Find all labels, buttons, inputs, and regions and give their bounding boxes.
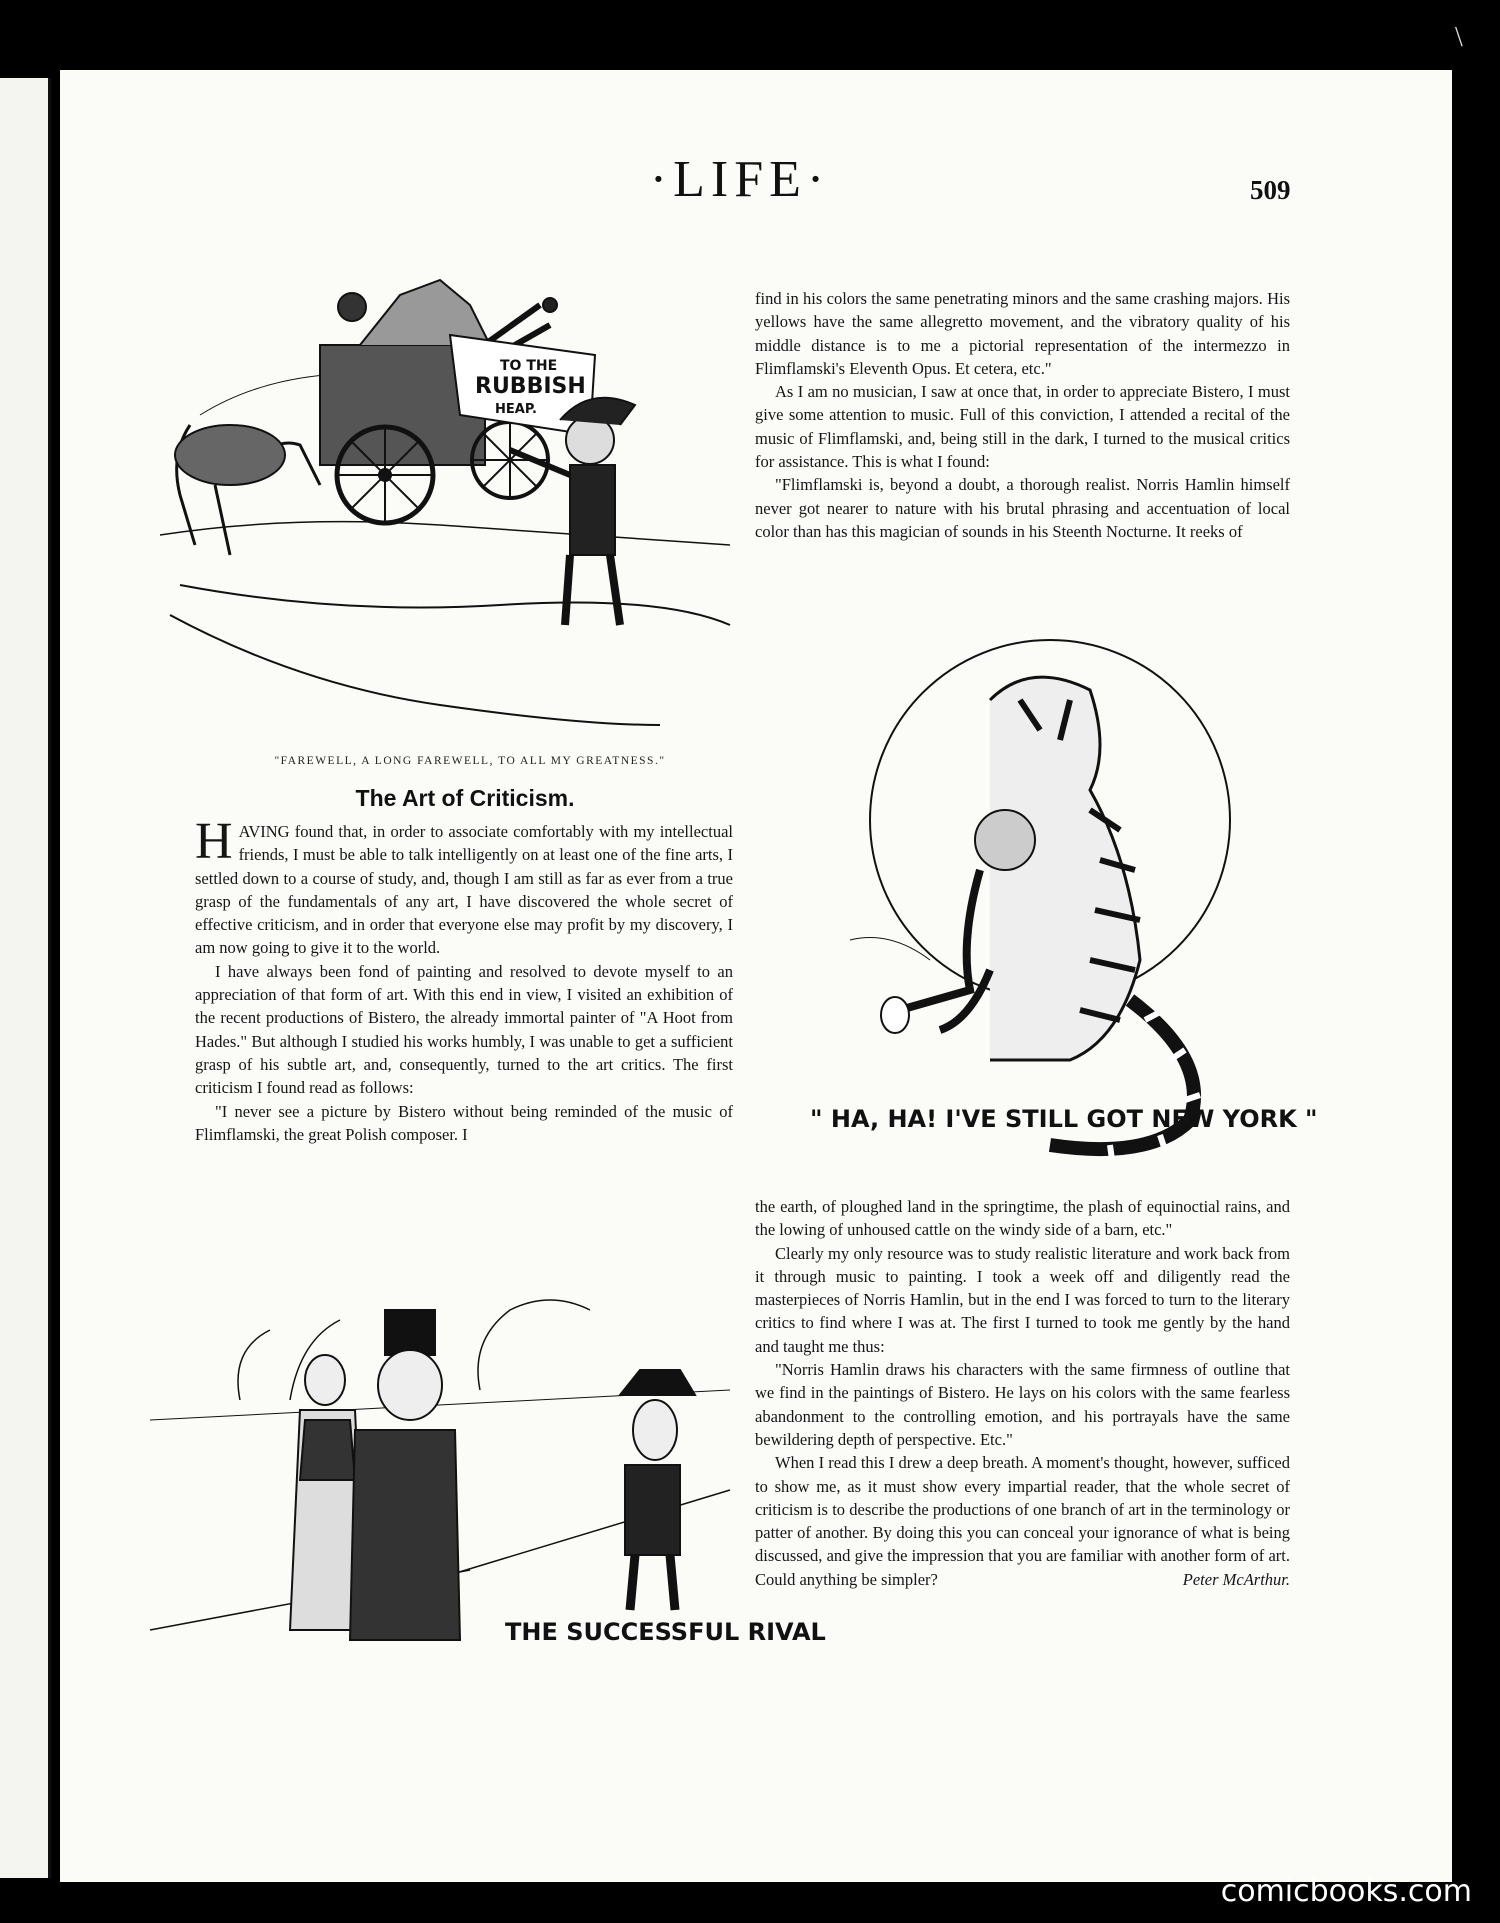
article-title: The Art of Criticism.	[355, 785, 575, 811]
paragraph: When I read this I drew a deep breath. A moment's thought, however, sufficed to show me, as it must show every impartial reader, that the whole secret of criticism is to describe the productions of one branch of art in the terminology or patter of another. By doing this you can conceal your ignorance of what is being discussed, and give the impression that you are familiar with another form of art. Could anything be simpler? Peter McArthur.	[755, 1451, 1290, 1591]
cartoon-tiger	[790, 640, 1318, 1170]
paragraph: "I never see a picture by Bistero without being reminded of the music of Flimflamski, the great Polish composer. I	[195, 1101, 733, 1144]
previous-page-edge	[0, 78, 51, 1878]
site-watermark: comicbooks.com	[1220, 1874, 1472, 1909]
drop-cap: H	[195, 813, 233, 870]
cartoon-rubbish-wagon	[140, 285, 740, 745]
paragraph: find in his colors the same penetrating minors and the same crashing majors. His yellows have the same allegretto movement, and the vibratory quality of his middle distance is to me a pictorial representation of the intermezzo in Flimflamski's Eleventh Opus. Et cetera, etc."	[755, 289, 1290, 378]
paragraph: "Flimflamski is, beyond a doubt, a thorough realist. Norris Hamlin himself never got nearer to nature with his brutal phrasing and accentuation of local color than has this magician of sounds in his Steenth Nocturne. It reeks of	[755, 475, 1290, 541]
article-column-1	[195, 813, 733, 1146]
paragraph: As I am no musician, I saw at once that, in order to appreciate Bistero, I must give some attention to music. Full of this conviction, I attended a recital of the music of Flimflamski, and, being still in the dark, I turned to the musical critics for assistance. This is what I found:	[755, 382, 1290, 472]
page-number: 509	[1250, 175, 1291, 205]
cartoon-successful-rival	[150, 1270, 826, 1670]
scan-mark: \	[1455, 22, 1463, 53]
paragraph: Clearly my only resource was to study realistic literature and work back from it through music to painting. I took a week off and diligently read the masterpieces of Norris Hamlin, but in the end I was forced to turn to the literary critics to find where I was at. The first I turned to took me gently by the hand and taught me thus:	[755, 1243, 1290, 1356]
sign-line-1: TO THE	[500, 358, 558, 374]
article-column-2-top	[755, 287, 1290, 543]
masthead: ·LIFE·	[649, 151, 831, 208]
byline: Peter McArthur.	[1182, 1569, 1290, 1589]
paragraph: HAVING found that, in order to associate comfortably with my intellectual friends, I must be able to talk intelligently on at least one of the fine arts, I settled down to a course of study, and, though I am still as far as ever from a true grasp of the fundamentals of any art, I have discovered the whole secret of effective criticism, and in order that everyone else may profit by my discovery, I am now going to give it to the world.	[195, 813, 733, 958]
paragraph: I have always been fond of painting and resolved to devote myself to an appreciation of that form of art. With this end in view, I visited an exhibition of the recent productions of Bistero, the already immortal painter of "A Hoot from Hades." But although I studied his works humbly, I was unable to get a sufficient grasp of his subtle art, and, consequently, turned to the art critics. The first criticism I found read as follows:	[195, 961, 733, 1098]
article-column-2-bottom	[755, 1195, 1290, 1591]
cartoon-caption-farewell: "FAREWELL, A LONG FAREWELL, TO ALL MY GREATNESS."	[274, 755, 666, 767]
sign-line-3: HEAP.	[495, 402, 537, 417]
paragraph: the earth, of ploughed land in the springtime, the plash of equinoctial rains, and the lowing of unhoused cattle on the windy side of a barn, etc."	[755, 1197, 1290, 1240]
sign-line-2: RUBBISH	[475, 374, 586, 399]
paragraph: "Norris Hamlin draws his characters with the same firmness of outline that we find in the paintings of Bistero. He lays on his colors with the same fearless abandonment to the controlling emotion, and his portrayals have the same bewildering depth of perspective. Etc."	[755, 1360, 1290, 1449]
rival-caption: THE SUCCESSFUL RIVAL	[505, 1618, 826, 1646]
tiger-caption: " HA, HA! I'VE STILL GOT NEW YORK "	[810, 1105, 1318, 1133]
